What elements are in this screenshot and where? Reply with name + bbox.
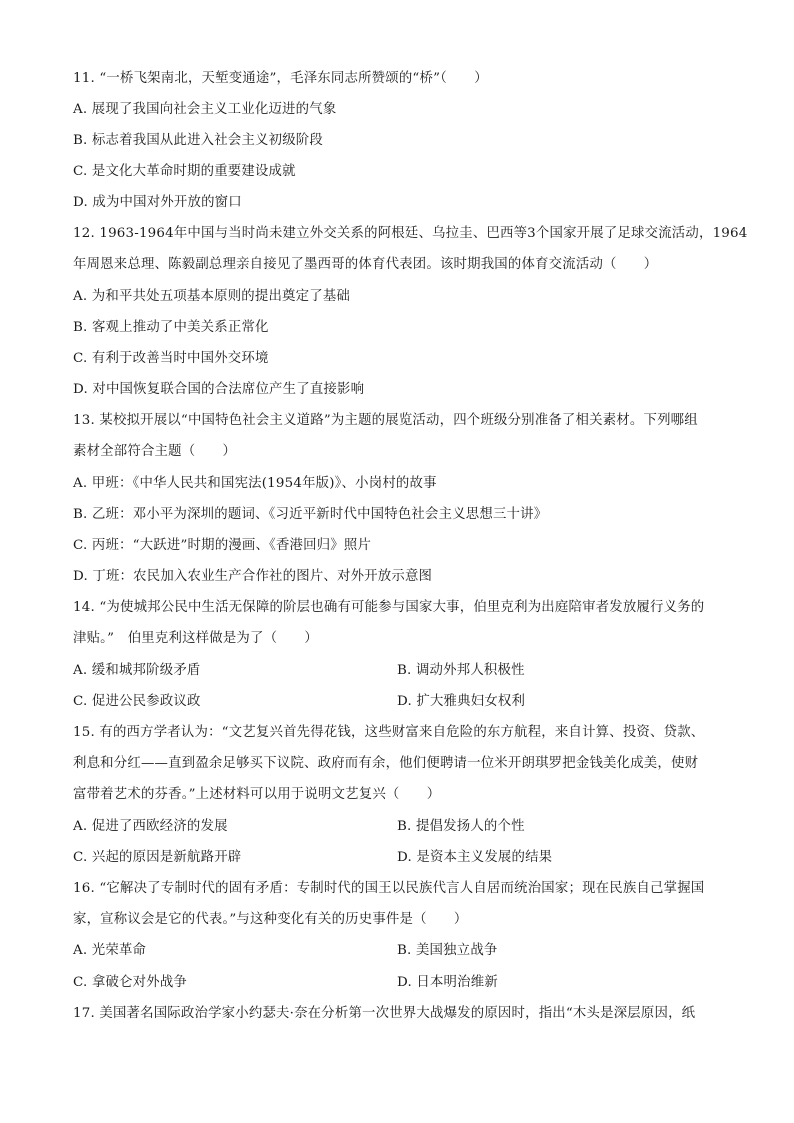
question-11-option-d: D. 成为中国对外开放的窗口 — [73, 195, 242, 210]
question-14-option-d: D. 扩大雅典妇女权利 — [397, 694, 526, 709]
question-12-option-b: B. 客观上推动了中美关系正常化 — [73, 320, 269, 335]
question-12-option-d: D. 对中国恢复联合国的合法席位产生了直接影响 — [73, 382, 365, 397]
question-13-stem-line-2: 素材全部符合主题（ ） — [73, 444, 237, 459]
question-15-option-row-1 — [73, 818, 733, 836]
question-16-option-row-2 — [73, 974, 733, 992]
question-12-option-c: C. 有利于改善当时中国外交环境 — [73, 351, 269, 366]
question-16-option-a: A. 光荣革命 — [73, 943, 147, 958]
question-13-option-b: B. 乙班：邓小平为深圳的题词、《习近平新时代中国特色社会主义思想三十讲》 — [73, 507, 548, 522]
question-15-stem-line-1: 15. 有的西方学者认为：“文艺复兴首先得花钱，这些财富来自危险的东方航程，来自计算、投资、贷款、 — [73, 725, 705, 740]
question-13-option-a: A. 甲班：《中华人民共和国宪法(1954年版)》、小岗村的故事 — [73, 476, 437, 491]
question-14-option-a: A. 缓和城邦阶级矛盾 — [73, 663, 201, 678]
question-16-option-c: C. 拿破仑对外战争 — [73, 975, 188, 990]
question-13-option-d: D. 丁班：农民加入农业生产合作社的图片、对外开放示意图 — [73, 569, 433, 584]
question-11-option-a: A. 展现了我国向社会主义工业化迈进的气象 — [73, 102, 337, 117]
question-17-stem-line-1: 17. 美国著名国际政治学家小约瑟夫·奈在分析第一次世界大战爆发的原因时，指出“木头是深层原因，纸 — [73, 1006, 696, 1021]
question-15-option-a: A. 促进了西欧经济的发展 — [73, 819, 228, 834]
question-16-option-row-1 — [73, 942, 733, 960]
question-12-stem-line-2: 年周恩来总理、陈毅副总理亲自接见了墨西哥的体育代表团。该时期我国的体育交流活动（ ） — [73, 257, 658, 272]
question-16-stem-line-1: 16. “它解决了专制时代的固有矛盾：专制时代的国王以民族代言人自居而统治国家；现在民族自己掌握国 — [73, 881, 705, 896]
question-15-option-b: B. 提倡发扬人的个性 — [397, 819, 525, 834]
question-11-option-b: B. 标志着我国从此进入社会主义初级阶段 — [73, 133, 323, 148]
question-14-stem-line-1: 14. “为使城邦公民中生活无保障的阶层也确有可能参与国家大事，伯里克利为出庭陪审者发放履行义务的 — [73, 600, 705, 615]
question-14-option-b: B. 调动外邦人积极性 — [397, 663, 525, 678]
question-15-stem-line-3: 富带着艺术的芬香。”上述材料可以用于说明文艺复兴（ ） — [73, 787, 441, 802]
question-12-option-a: A. 为和平共处五项基本原则的提出奠定了基础 — [73, 289, 351, 304]
question-11-option-c: C. 是文化大革命时期的重要建设成就 — [73, 164, 296, 179]
question-16-option-b: B. 美国独立战争 — [397, 943, 498, 958]
question-14-option-c: C. 促进公民参政议政 — [73, 694, 201, 709]
question-15-option-d: D. 是资本主义发展的结果 — [397, 850, 553, 865]
question-16-option-d: D. 日本明治维新 — [397, 975, 498, 990]
question-13-option-c: C. 丙班：“大跃进”时期的漫画、《香港回归》照片 — [73, 538, 372, 553]
question-11-stem: 11. “一桥飞架南北，天堑变通途”，毛泽东同志所赞颂的“桥”（ ） — [73, 71, 488, 86]
question-13-stem-line-1: 13. 某校拟开展以“中国特色社会主义道路”为主题的展览活动，四个班级分别准备了相关素材。下列哪组 — [73, 413, 698, 428]
question-12-stem-line-1: 12. 1963-1964年中国与当时尚未建立外交关系的阿根廷、乌拉圭、巴西等3个国家开展了足球交流活动，1964 — [73, 226, 748, 241]
question-14-option-row-2 — [73, 693, 733, 711]
question-16-stem-line-2: 家，宣称议会是它的代表。”与这种变化有关的历史事件是（ ） — [73, 912, 468, 927]
question-15-option-c: C. 兴起的原因是新航路开辟 — [73, 850, 242, 865]
question-15-option-row-2 — [73, 849, 733, 867]
question-14-stem-line-2: 津贴。” 伯里克利这样做是为了（ ） — [73, 631, 318, 646]
question-14-option-row-1 — [73, 662, 733, 680]
question-15-stem-line-2: 利息和分红——直到盈余足够买下议院、政府而有余，他们便聘请一位米开朗琪罗把金钱美化成美，使财 — [73, 756, 699, 771]
